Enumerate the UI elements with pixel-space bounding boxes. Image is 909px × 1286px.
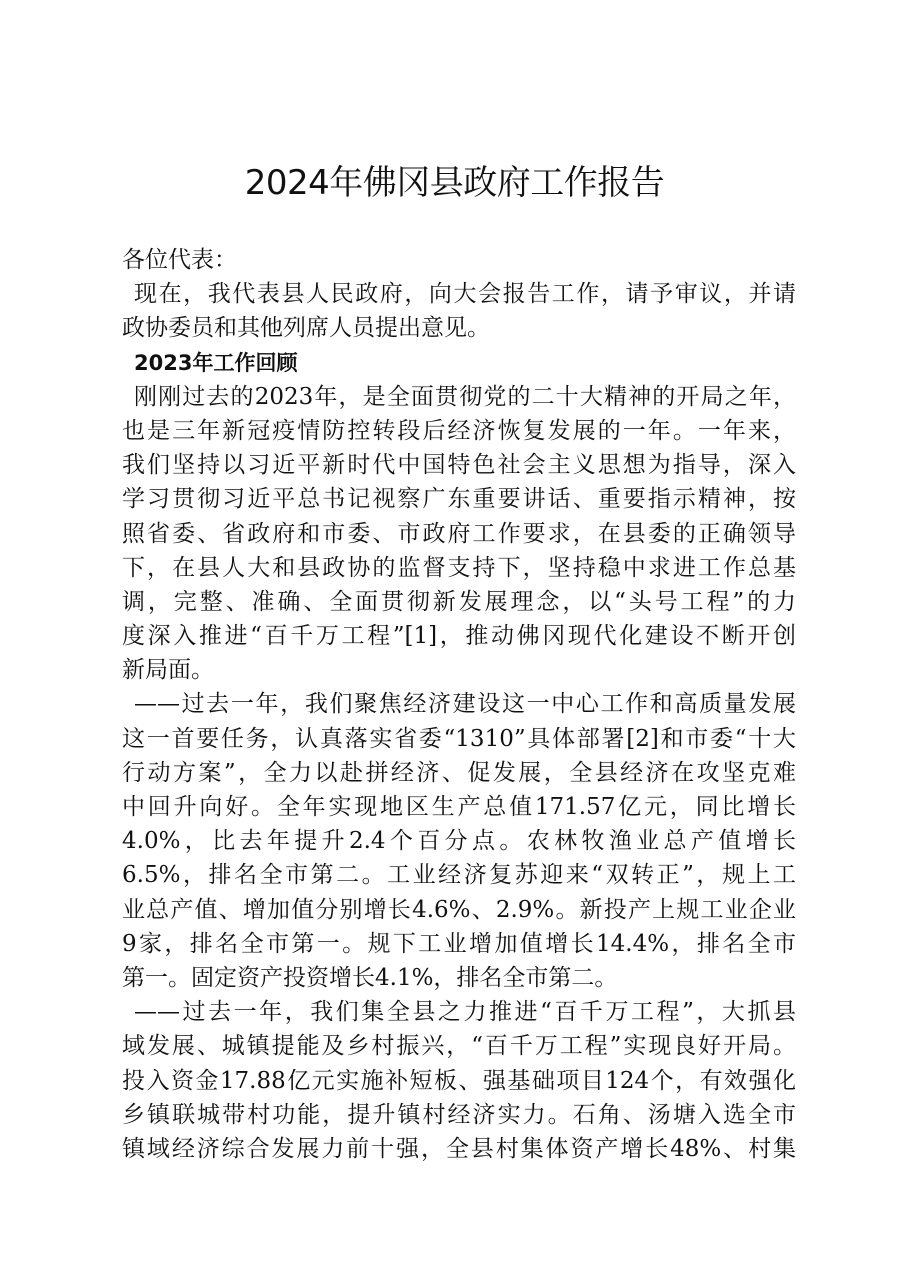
paragraph1-line: 刚刚过去的2023年，是全面贯彻党的二十大精神的开局之年， [134,383,796,410]
paragraph2-line: 第一。固定资产投资增长4.1%，排名全市第二。 [122,964,618,991]
paragraph1-line: 学习贯彻习近平总书记视察广东重要讲话、重要指示精神，按 [122,486,796,513]
paragraph2-line: 9家，排名全市第一。规下工业增加值增长14.4%，排名全市 [122,930,796,957]
document-body [122,243,796,1166]
section-heading: 2023年工作回顾 [134,350,298,375]
paragraph3-line: 域发展、城镇提能及乡村振兴，“百千万工程”实现良好开局。 [122,1033,796,1060]
salutation: 各位代表： [122,247,237,273]
paragraph3-line: 乡镇联城带村功能，提升镇村经济实力。石角、汤塘入选全市 [122,1101,796,1128]
paragraph2-line: 6.5%，排名全市第二。工业经济复苏迎来“双转正”，规上工 [122,862,796,889]
paragraph2-line: 行动方案”，全力以赴拼经济、促发展，全县经济在攻坚克难 [122,759,796,786]
paragraph1-line: 下，在县人大和县政协的监督支持下，坚持稳中求进工作总基 [122,554,796,581]
paragraph1-line: 调，完整、准确、全面贯彻新发展理念，以“头号工程”的力 [122,588,796,615]
paragraph1-line: 我们坚持以习近平新时代中国特色社会主义思想为指导，深入 [122,452,796,479]
intro-line: 政协委员和其他列席人员提出意见。 [122,315,490,342]
paragraph2-line: 业总产值、增加值分别增长4.6%、2.9%。新投产上规工业企业 [122,896,796,923]
paragraph3-line: 镇域经济综合发展力前十强，全县村集体资产增长48%、村集 [122,1135,796,1162]
paragraph1-line: 度深入推进“百千万工程”[1]，推动佛冈现代化建设不断开创 [122,623,796,650]
paragraph1-line: 新局面。 [122,657,214,684]
paragraph3-line: ——过去一年，我们集全县之力推进“百千万工程”，大抓县 [134,999,796,1026]
paragraph2-line: 4.0%，比去年提升2.4个百分点。农林牧渔业总产值增长 [122,828,796,855]
paragraph2-line: ——过去一年，我们聚焦经济建设这一中心工作和高质量发展 [134,691,796,718]
paragraph1-line: 照省委、省政府和市委、市政府工作要求，在县委的正确领导 [122,520,796,547]
paragraph2-line: 这一首要任务，认真落实省委“1310”具体部署[2]和市委“十大 [122,725,796,752]
paragraph2-line: 中回升向好。全年实现地区生产总值171.57亿元，同比增长 [122,794,796,820]
intro-line: 现在，我代表县人民政府，向大会报告工作，请予审议，并请 [134,281,796,308]
page-title: 2024年佛冈县政府工作报告 [244,163,665,203]
paragraph1-line: 也是三年新冠疫情防控转段后经济恢复发展的一年。一年来， [122,417,796,444]
paragraph3-line: 投入资金17.88亿元实施补短板、强基础项目124个，有效强化 [122,1067,796,1094]
